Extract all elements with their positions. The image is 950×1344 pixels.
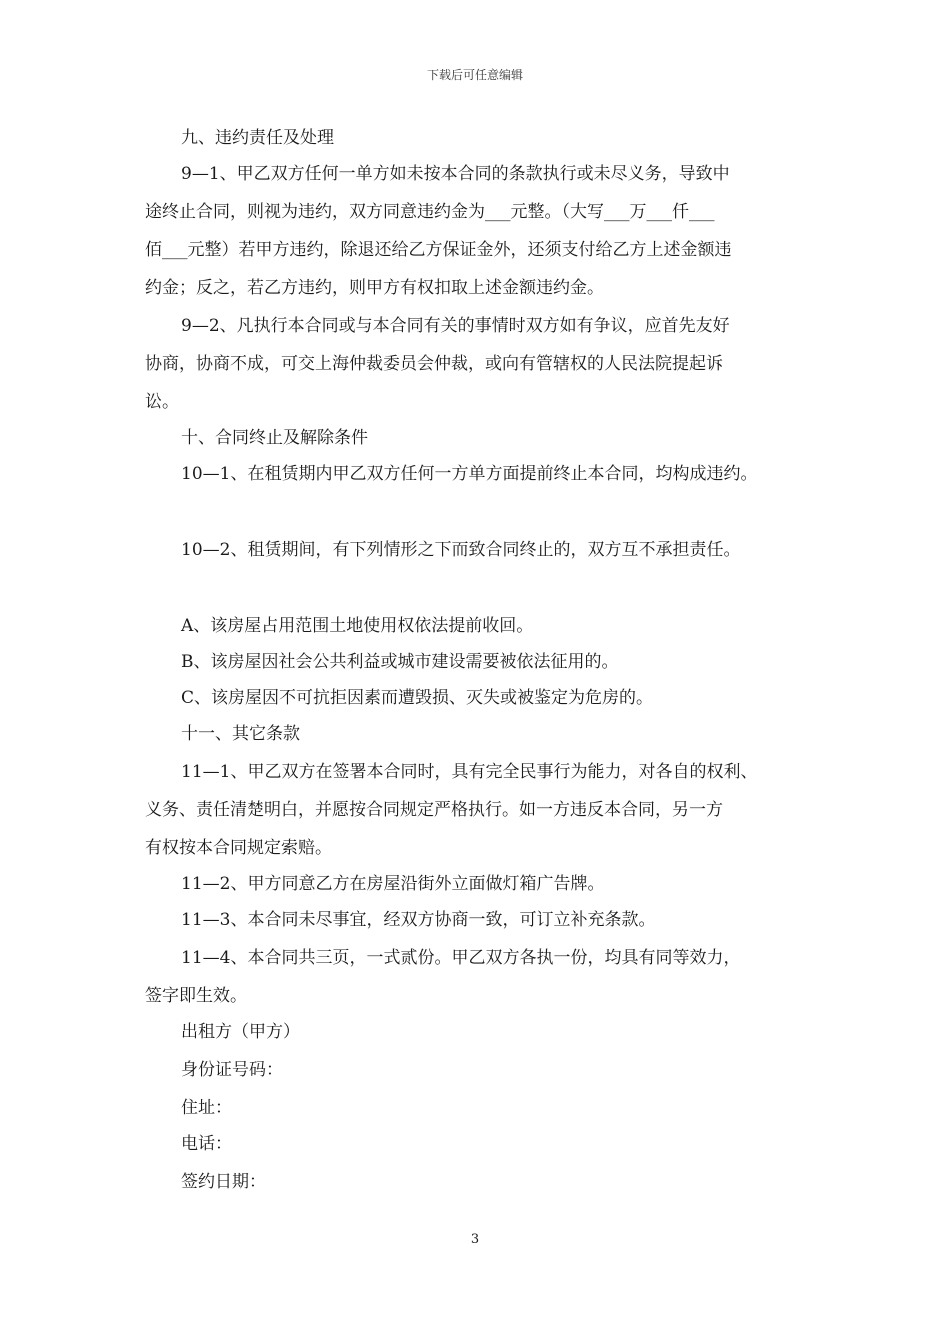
clause-9-2: 9—2、凡执行本合同或与本合同有关的事情时双方如有争议，应首先友好 xyxy=(181,316,730,336)
clause-9-2-cont: 协商，协商不成，可交上海仲裁委员会仲裁，或向有管辖权的人民法院提起诉 xyxy=(145,354,723,374)
clause-9-1: 9—1、甲乙双方任何一单方如未按本合同的条款执行或未尽义务，导致中 xyxy=(181,164,730,184)
clause-11-1-cont: 义务、责任清楚明白，并愿按合同规定严格执行。如一方违反本合同，另一方 xyxy=(145,800,723,820)
clause-11-1-cont: 有权按本合同规定索赔。 xyxy=(145,838,332,858)
address-label: 住址： xyxy=(181,1098,232,1118)
clause-11-4-cont: 签字即生效。 xyxy=(145,986,247,1006)
page-header: 下载后可任意编辑 xyxy=(426,68,523,82)
clause-9-1-cont: 佰___元整）若甲方违约，除退还给乙方保证金外，还须支付给乙方上述金额违 xyxy=(145,240,732,260)
clause-11-3: 11—3、本合同未尽事宜，经双方协商一致，可订立补充条款。 xyxy=(181,910,656,930)
page-number: 3 xyxy=(470,1232,480,1247)
clause-item-a: A、该房屋占用范围土地使用权依法提前收回。 xyxy=(181,616,534,636)
clause-item-c: C、该房屋因不可抗拒因素而遭毁损、灭失或被鉴定为危房的。 xyxy=(181,688,654,708)
section-heading-9: 九、违约责任及处理 xyxy=(181,128,334,148)
phone-label: 电话： xyxy=(181,1134,232,1154)
clause-11-1: 11—1、甲乙双方在签署本合同时，具有完全民事行为能力，对各自的权利、 xyxy=(181,762,758,782)
clause-10-2: 10—2、租赁期间，有下列情形之下而致合同终止的，双方互不承担责任。 xyxy=(181,540,741,560)
lessor-label: 出租方（甲方） xyxy=(181,1022,300,1042)
section-heading-11: 十一、其它条款 xyxy=(181,724,300,744)
clause-9-1-cont: 途终止合同，则视为违约，双方同意违约金为___元整。（大写___万___仟___ xyxy=(145,202,715,222)
clause-9-2-cont: 讼。 xyxy=(145,392,179,412)
clause-10-1: 10—1、在租赁期内甲乙双方任何一方单方面提前终止本合同，均构成违约。 xyxy=(181,464,758,484)
id-number-label: 身份证号码： xyxy=(181,1060,283,1080)
clause-9-1-cont: 约金；反之，若乙方违约，则甲方有权扣取上述金额违约金。 xyxy=(145,278,604,298)
clause-item-b: B、该房屋因社会公共利益或城市建设需要被依法征用的。 xyxy=(181,652,619,672)
clause-11-4: 11—4、本合同共三页，一式贰份。甲乙双方各执一份，均具有同等效力， xyxy=(181,948,741,968)
clause-11-2: 11—2、甲方同意乙方在房屋沿街外立面做灯箱广告牌。 xyxy=(181,874,605,894)
signing-date-label: 签约日期： xyxy=(181,1172,266,1192)
section-heading-10: 十、合同终止及解除条件 xyxy=(181,428,368,448)
